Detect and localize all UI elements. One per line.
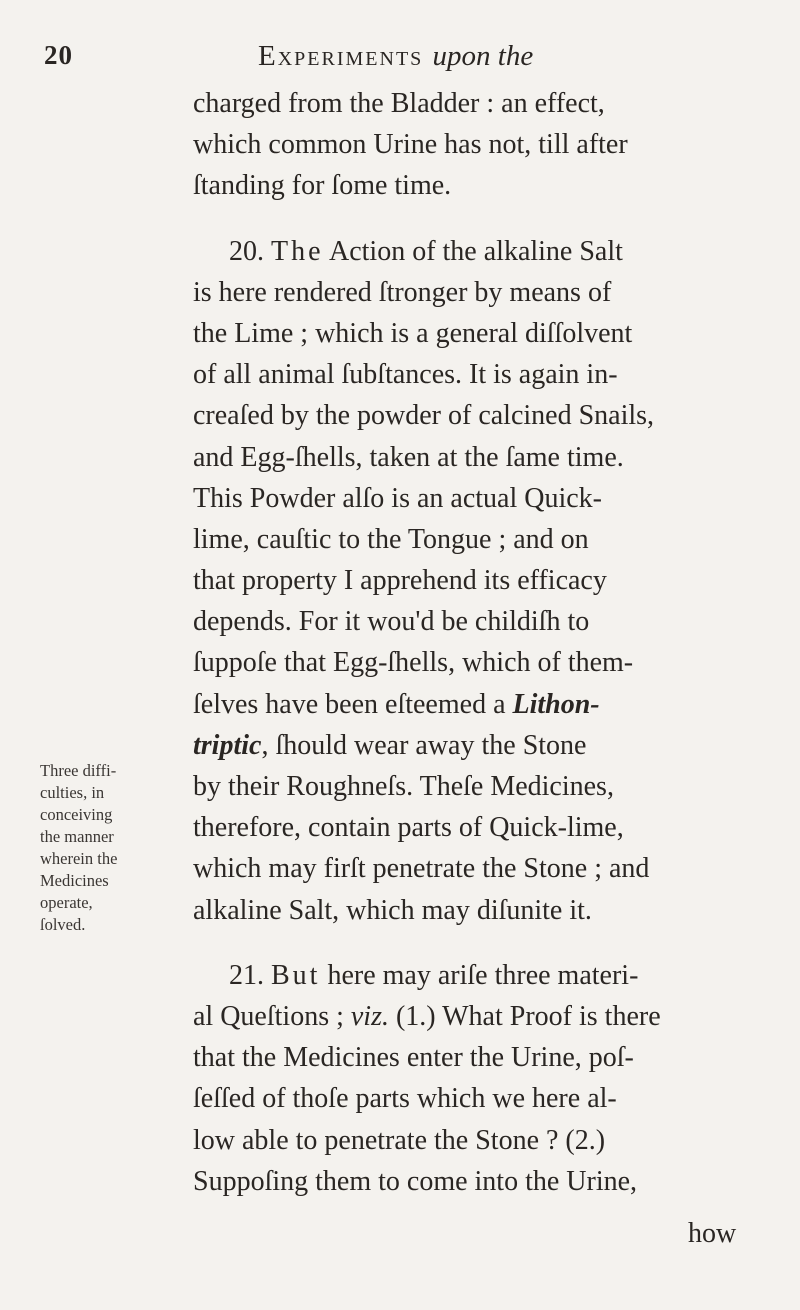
running-head-italic: upon the [432, 40, 534, 72]
text-line: the Lime ; which is a general diſſolvent [193, 317, 633, 349]
text-line: ſtanding for ſome time. [193, 170, 452, 202]
running-head [258, 40, 533, 73]
margin-note-line: culties, in [40, 783, 105, 802]
text-line: charged from the Bladder : an effect, [193, 88, 605, 119]
paragraph-number: 21. [229, 959, 264, 991]
triptic-line [193, 725, 738, 766]
text-line: low able to penetrate the Stone ? (2.) [193, 1124, 606, 1156]
text-line: of all animal ſubſtances. It is again in- [193, 359, 618, 391]
paragraph-21-first-line [193, 955, 738, 996]
margin-note-line: ſolved. [40, 915, 86, 934]
italic-term: viz. [350, 1000, 389, 1032]
text-line: Suppoſing them to come into the Urine, [193, 1165, 638, 1197]
body-text [193, 83, 738, 1202]
text-line: and Egg-ſhells, taken at the ſame time. [193, 441, 624, 473]
margin-note-line: operate, [40, 893, 93, 912]
lead-word: The [271, 235, 324, 267]
margin-note-line: Medicines [40, 871, 109, 890]
italic-term: triptic [193, 729, 262, 761]
page-number: 20 [44, 40, 73, 70]
lead-word: But [271, 959, 321, 991]
text-fragment: al Queſtions ; [193, 1000, 344, 1032]
viz-line [193, 996, 738, 1037]
margin-note-line: the manner [40, 827, 114, 846]
text-fragment: (1.) What Proof is there [395, 1000, 661, 1032]
text-fragment: ſelves have been eſteemed a [193, 688, 506, 720]
text-fragment: Action of the alkaline Salt [329, 235, 623, 267]
text-line: that the Medicines enter the Urine, poſ- [193, 1042, 634, 1074]
text-line: therefore, contain parts of Quick-lime, [193, 812, 624, 844]
text-line: depends. For it wou'd be childiſh to [193, 606, 590, 638]
paragraph-20-first-line [193, 231, 738, 272]
catchword: how [688, 1218, 737, 1249]
running-head-caps: Experiments [258, 40, 424, 72]
text-line: which may firſt penetrate the Stone ; and [193, 853, 650, 885]
margin-note-line: wherein the [40, 849, 118, 868]
margin-note-line: Three diffi- [40, 761, 117, 780]
paragraph-number: 20. [229, 235, 264, 267]
text-fragment: , ſhould wear away the Stone [261, 729, 587, 761]
margin-note-line: conceiving [40, 805, 113, 824]
text-line: alkaline Salt, which may diſunite it. [193, 894, 592, 926]
text-line: by their Roughneſs. Theſe Medicines, [193, 771, 614, 802]
text-line: that property I apprehend its efficacy [193, 565, 607, 597]
text-line: creaſed by the powder of calcined Snails, [193, 400, 655, 432]
margin-note [40, 760, 180, 936]
lithontriptic-line [193, 684, 738, 725]
text-line: is here rendered ſtronger by means of [193, 276, 612, 308]
text-line: ſuppoſe that Egg-ſhells, which of them- [193, 647, 634, 679]
text-line: which common Urine has not, till after [193, 129, 628, 161]
italic-term: Lithon- [512, 688, 600, 720]
text-line: This Powder alſo is an actual Quick- [193, 482, 603, 514]
text-line: lime, cauſtic to the Tongue ; and on [193, 523, 589, 555]
text-fragment: here may ariſe three materi- [327, 959, 639, 991]
text-line: ſeſſed of thoſe parts which we here al- [193, 1083, 617, 1115]
